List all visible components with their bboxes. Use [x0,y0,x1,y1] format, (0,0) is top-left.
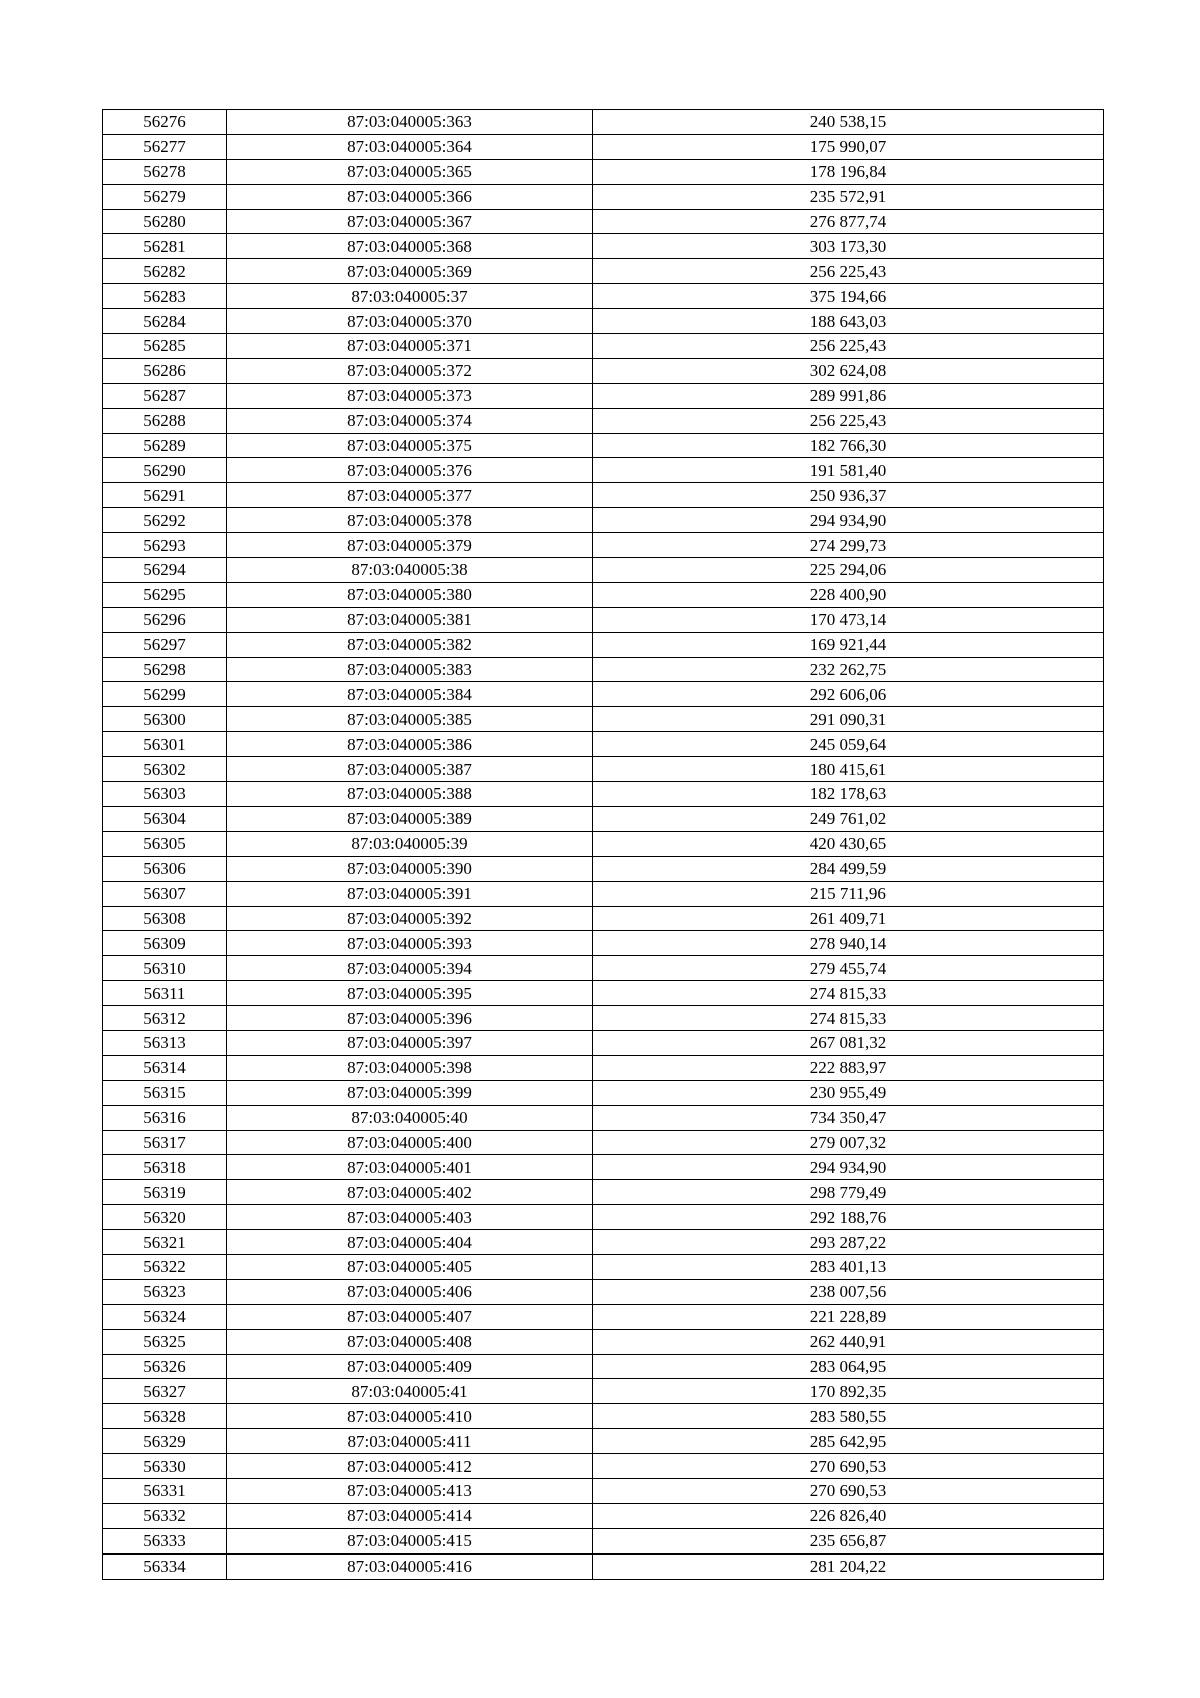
cadastral-value-cell: 256 225,43 [593,259,1104,284]
table-row [103,1030,1104,1055]
cadastral-value-cell: 303 173,30 [593,234,1104,259]
table-row [103,458,1104,483]
cadastral-value-cell: 230 955,49 [593,1080,1104,1105]
table-row [103,1155,1104,1180]
row-number-cell: 56332 [103,1503,227,1528]
cadastral-number-cell: 87:03:040005:376 [227,458,593,483]
cadastral-value-cell: 188 643,03 [593,309,1104,334]
cadastral-value-cell: 182 766,30 [593,433,1104,458]
row-number-cell: 56305 [103,831,227,856]
cadastral-number-cell: 87:03:040005:364 [227,134,593,159]
cadastral-value-cell: 235 656,87 [593,1528,1104,1553]
cadastral-number-cell: 87:03:040005:410 [227,1404,593,1429]
row-number-cell: 56292 [103,508,227,533]
cadastral-number-cell: 87:03:040005:363 [227,110,593,135]
cadastral-number-cell: 87:03:040005:414 [227,1503,593,1528]
cadastral-number-cell: 87:03:040005:374 [227,408,593,433]
table-row [103,1554,1104,1579]
cadastral-number-cell: 87:03:040005:38 [227,558,593,583]
cadastral-number-cell: 87:03:040005:375 [227,433,593,458]
cadastral-value-cell: 245 059,64 [593,732,1104,757]
cadastral-value-cell: 284 499,59 [593,856,1104,881]
cadastral-value-cell: 289 991,86 [593,383,1104,408]
row-number-cell: 56323 [103,1279,227,1304]
cadastral-number-cell: 87:03:040005:370 [227,309,593,334]
row-number-cell: 56306 [103,856,227,881]
cadastral-number-cell: 87:03:040005:412 [227,1454,593,1479]
cadastral-value-cell: 191 581,40 [593,458,1104,483]
table-row [103,334,1104,359]
cadastral-value-cell: 170 473,14 [593,607,1104,632]
cadastral-number-cell: 87:03:040005:40 [227,1105,593,1130]
cadastral-value-cell: 226 826,40 [593,1503,1104,1528]
row-number-cell: 56301 [103,732,227,757]
row-number-cell: 56303 [103,782,227,807]
row-number-cell: 56315 [103,1080,227,1105]
table-row [103,1503,1104,1528]
cadastral-number-cell: 87:03:040005:415 [227,1528,593,1553]
row-number-cell: 56325 [103,1329,227,1354]
row-number-cell: 56326 [103,1354,227,1379]
table-row [103,1304,1104,1329]
table-row [103,1528,1104,1553]
cadastral-value-cell: 281 204,22 [593,1554,1104,1579]
table-row [103,284,1104,309]
cadastral-number-cell: 87:03:040005:386 [227,732,593,757]
row-number-cell: 56320 [103,1205,227,1230]
table-row [103,159,1104,184]
cadastral-value-cell: 182 178,63 [593,782,1104,807]
row-number-cell: 56298 [103,657,227,682]
row-number-cell: 56281 [103,234,227,259]
cadastral-value-cell: 283 064,95 [593,1354,1104,1379]
cadastral-value-cell: 274 299,73 [593,533,1104,558]
table-row [103,881,1104,906]
cadastral-number-cell: 87:03:040005:381 [227,607,593,632]
row-number-cell: 56282 [103,259,227,284]
row-number-cell: 56334 [103,1554,227,1579]
row-number-cell: 56319 [103,1180,227,1205]
table-row [103,1354,1104,1379]
cadastral-number-cell: 87:03:040005:385 [227,707,593,732]
row-number-cell: 56318 [103,1155,227,1180]
row-number-cell: 56331 [103,1478,227,1503]
cadastral-value-cell: 261 409,71 [593,906,1104,931]
row-number-cell: 56279 [103,184,227,209]
row-number-cell: 56304 [103,806,227,831]
row-number-cell: 56311 [103,981,227,1006]
cadastral-number-cell: 87:03:040005:373 [227,383,593,408]
table-row [103,582,1104,607]
table-row [103,782,1104,807]
row-number-cell: 56297 [103,632,227,657]
cadastral-value-cell: 175 990,07 [593,134,1104,159]
table-row [103,1205,1104,1230]
table-row [103,1404,1104,1429]
row-number-cell: 56313 [103,1030,227,1055]
row-number-cell: 56280 [103,209,227,234]
cadastral-value-cell: 225 294,06 [593,558,1104,583]
cadastral-value-cell: 169 921,44 [593,632,1104,657]
cadastral-value-cell: 180 415,61 [593,757,1104,782]
cadastral-number-cell: 87:03:040005:403 [227,1205,593,1230]
table-row [103,408,1104,433]
cadastral-value-cell: 215 711,96 [593,881,1104,906]
cadastral-value-cell: 256 225,43 [593,334,1104,359]
cadastral-value-cell: 250 936,37 [593,483,1104,508]
cadastral-number-cell: 87:03:040005:368 [227,234,593,259]
cadastral-number-cell: 87:03:040005:380 [227,582,593,607]
table-row [103,806,1104,831]
table-row [103,1429,1104,1454]
row-number-cell: 56286 [103,358,227,383]
table-row [103,1055,1104,1080]
table-row [103,682,1104,707]
cadastral-number-cell: 87:03:040005:404 [227,1230,593,1255]
cadastral-number-cell: 87:03:040005:397 [227,1030,593,1055]
table-row [103,358,1104,383]
table-row [103,757,1104,782]
table-body [103,110,1104,1580]
row-number-cell: 56293 [103,533,227,558]
row-number-cell: 56307 [103,881,227,906]
row-number-cell: 56285 [103,334,227,359]
row-number-cell: 56288 [103,408,227,433]
cadastral-number-cell: 87:03:040005:393 [227,931,593,956]
table-row [103,856,1104,881]
cadastral-value-cell: 294 934,90 [593,1155,1104,1180]
table-row [103,1080,1104,1105]
cadastral-number-cell: 87:03:040005:369 [227,259,593,284]
cadastral-value-cell: 276 877,74 [593,209,1104,234]
table-row [103,1130,1104,1155]
cadastral-number-cell: 87:03:040005:377 [227,483,593,508]
table-row [103,558,1104,583]
row-number-cell: 56283 [103,284,227,309]
table-row [103,1478,1104,1503]
table-row [103,906,1104,931]
row-number-cell: 56309 [103,931,227,956]
table-row [103,110,1104,135]
cadastral-value-cell: 298 779,49 [593,1180,1104,1205]
row-number-cell: 56333 [103,1528,227,1553]
cadastral-value-cell: 178 196,84 [593,159,1104,184]
cadastral-number-cell: 87:03:040005:37 [227,284,593,309]
row-number-cell: 56277 [103,134,227,159]
cadastral-number-cell: 87:03:040005:383 [227,657,593,682]
cadastral-number-cell: 87:03:040005:41 [227,1379,593,1404]
cadastral-number-cell: 87:03:040005:402 [227,1180,593,1205]
cadastral-number-cell: 87:03:040005:389 [227,806,593,831]
table-row [103,607,1104,632]
cadastral-number-cell: 87:03:040005:413 [227,1478,593,1503]
table-row [103,209,1104,234]
cadastral-number-cell: 87:03:040005:409 [227,1354,593,1379]
cadastral-number-cell: 87:03:040005:378 [227,508,593,533]
cadastral-value-cell: 291 090,31 [593,707,1104,732]
cadastral-number-cell: 87:03:040005:395 [227,981,593,1006]
row-number-cell: 56291 [103,483,227,508]
cadastral-value-cell: 420 430,65 [593,831,1104,856]
table-row [103,259,1104,284]
cadastral-number-cell: 87:03:040005:382 [227,632,593,657]
cadastral-number-cell: 87:03:040005:387 [227,757,593,782]
cadastral-value-cell: 221 228,89 [593,1304,1104,1329]
row-number-cell: 56308 [103,906,227,931]
cadastral-number-cell: 87:03:040005:392 [227,906,593,931]
cadastral-number-cell: 87:03:040005:388 [227,782,593,807]
cadastral-value-cell: 249 761,02 [593,806,1104,831]
table-row [103,931,1104,956]
cadastral-value-cell: 270 690,53 [593,1454,1104,1479]
row-number-cell: 56316 [103,1105,227,1130]
row-number-cell: 56322 [103,1254,227,1279]
cadastral-number-cell: 87:03:040005:379 [227,533,593,558]
row-number-cell: 56329 [103,1429,227,1454]
table-row [103,508,1104,533]
cadastral-value-cell: 375 194,66 [593,284,1104,309]
cadastral-number-cell: 87:03:040005:391 [227,881,593,906]
cadastral-number-cell: 87:03:040005:396 [227,1006,593,1031]
table-row [103,234,1104,259]
cadastral-value-cell: 270 690,53 [593,1478,1104,1503]
row-number-cell: 56294 [103,558,227,583]
cadastral-value-cell: 279 007,32 [593,1130,1104,1155]
cadastral-number-cell: 87:03:040005:365 [227,159,593,184]
row-number-cell: 56317 [103,1130,227,1155]
cadastral-value-cell: 292 188,76 [593,1205,1104,1230]
row-number-cell: 56276 [103,110,227,135]
cadastral-number-cell: 87:03:040005:398 [227,1055,593,1080]
cadastral-value-cell: 285 642,95 [593,1429,1104,1454]
row-number-cell: 56300 [103,707,227,732]
cadastral-number-cell: 87:03:040005:399 [227,1080,593,1105]
table-row [103,483,1104,508]
table-row [103,433,1104,458]
row-number-cell: 56327 [103,1379,227,1404]
cadastral-number-cell: 87:03:040005:407 [227,1304,593,1329]
table-row [103,831,1104,856]
table-row [103,707,1104,732]
cadastral-number-cell: 87:03:040005:39 [227,831,593,856]
table-row [103,533,1104,558]
cadastral-value-cell: 228 400,90 [593,582,1104,607]
table-row [103,657,1104,682]
table-row [103,1254,1104,1279]
cadastral-value-cell: 240 538,15 [593,110,1104,135]
table-row [103,981,1104,1006]
cadastral-number-cell: 87:03:040005:390 [227,856,593,881]
row-number-cell: 56278 [103,159,227,184]
cadastral-value-cell: 170 892,35 [593,1379,1104,1404]
row-number-cell: 56330 [103,1454,227,1479]
cadastral-number-cell: 87:03:040005:416 [227,1554,593,1579]
row-number-cell: 56324 [103,1304,227,1329]
cadastral-value-cell: 262 440,91 [593,1329,1104,1354]
cadastral-value-cell: 222 883,97 [593,1055,1104,1080]
table-row [103,1230,1104,1255]
table-row [103,1279,1104,1304]
table-row [103,383,1104,408]
row-number-cell: 56284 [103,309,227,334]
cadastral-number-cell: 87:03:040005:367 [227,209,593,234]
table-row [103,1006,1104,1031]
cadastral-value-cell: 235 572,91 [593,184,1104,209]
cadastral-value-cell: 279 455,74 [593,956,1104,981]
cadastral-value-cell: 292 606,06 [593,682,1104,707]
cadastral-number-cell: 87:03:040005:371 [227,334,593,359]
cadastral-value-cell: 274 815,33 [593,981,1104,1006]
cadastral-value-cell: 283 401,13 [593,1254,1104,1279]
table-row [103,184,1104,209]
row-number-cell: 56287 [103,383,227,408]
table-row [103,309,1104,334]
row-number-cell: 56328 [103,1404,227,1429]
cadastral-value-cell: 293 287,22 [593,1230,1104,1255]
cadastral-number-cell: 87:03:040005:384 [227,682,593,707]
cadastral-value-cell: 267 081,32 [593,1030,1104,1055]
table-row [103,134,1104,159]
cadastral-value-cell: 238 007,56 [593,1279,1104,1304]
cadastral-value-cell: 302 624,08 [593,358,1104,383]
table-row [103,956,1104,981]
table-row [103,1105,1104,1130]
cadastral-number-cell: 87:03:040005:400 [227,1130,593,1155]
cadastral-value-cell: 294 934,90 [593,508,1104,533]
cadastral-number-cell: 87:03:040005:405 [227,1254,593,1279]
cadastral-number-cell: 87:03:040005:411 [227,1429,593,1454]
cadastral-number-cell: 87:03:040005:408 [227,1329,593,1354]
row-number-cell: 56302 [103,757,227,782]
cadastral-value-table [102,109,1104,1580]
cadastral-number-cell: 87:03:040005:394 [227,956,593,981]
row-number-cell: 56299 [103,682,227,707]
cadastral-value-cell: 283 580,55 [593,1404,1104,1429]
cadastral-value-cell: 256 225,43 [593,408,1104,433]
table-row [103,1454,1104,1479]
cadastral-value-cell: 278 940,14 [593,931,1104,956]
table-row [103,632,1104,657]
row-number-cell: 56314 [103,1055,227,1080]
row-number-cell: 56312 [103,1006,227,1031]
table-row [103,1180,1104,1205]
table-row [103,732,1104,757]
cadastral-number-cell: 87:03:040005:401 [227,1155,593,1180]
row-number-cell: 56310 [103,956,227,981]
row-number-cell: 56296 [103,607,227,632]
cadastral-value-cell: 232 262,75 [593,657,1104,682]
cadastral-number-cell: 87:03:040005:372 [227,358,593,383]
cadastral-value-cell: 734 350,47 [593,1105,1104,1130]
table-row [103,1379,1104,1404]
row-number-cell: 56295 [103,582,227,607]
cadastral-value-cell: 274 815,33 [593,1006,1104,1031]
table-row [103,1329,1104,1354]
row-number-cell: 56289 [103,433,227,458]
row-number-cell: 56321 [103,1230,227,1255]
cadastral-number-cell: 87:03:040005:366 [227,184,593,209]
cadastral-number-cell: 87:03:040005:406 [227,1279,593,1304]
row-number-cell: 56290 [103,458,227,483]
